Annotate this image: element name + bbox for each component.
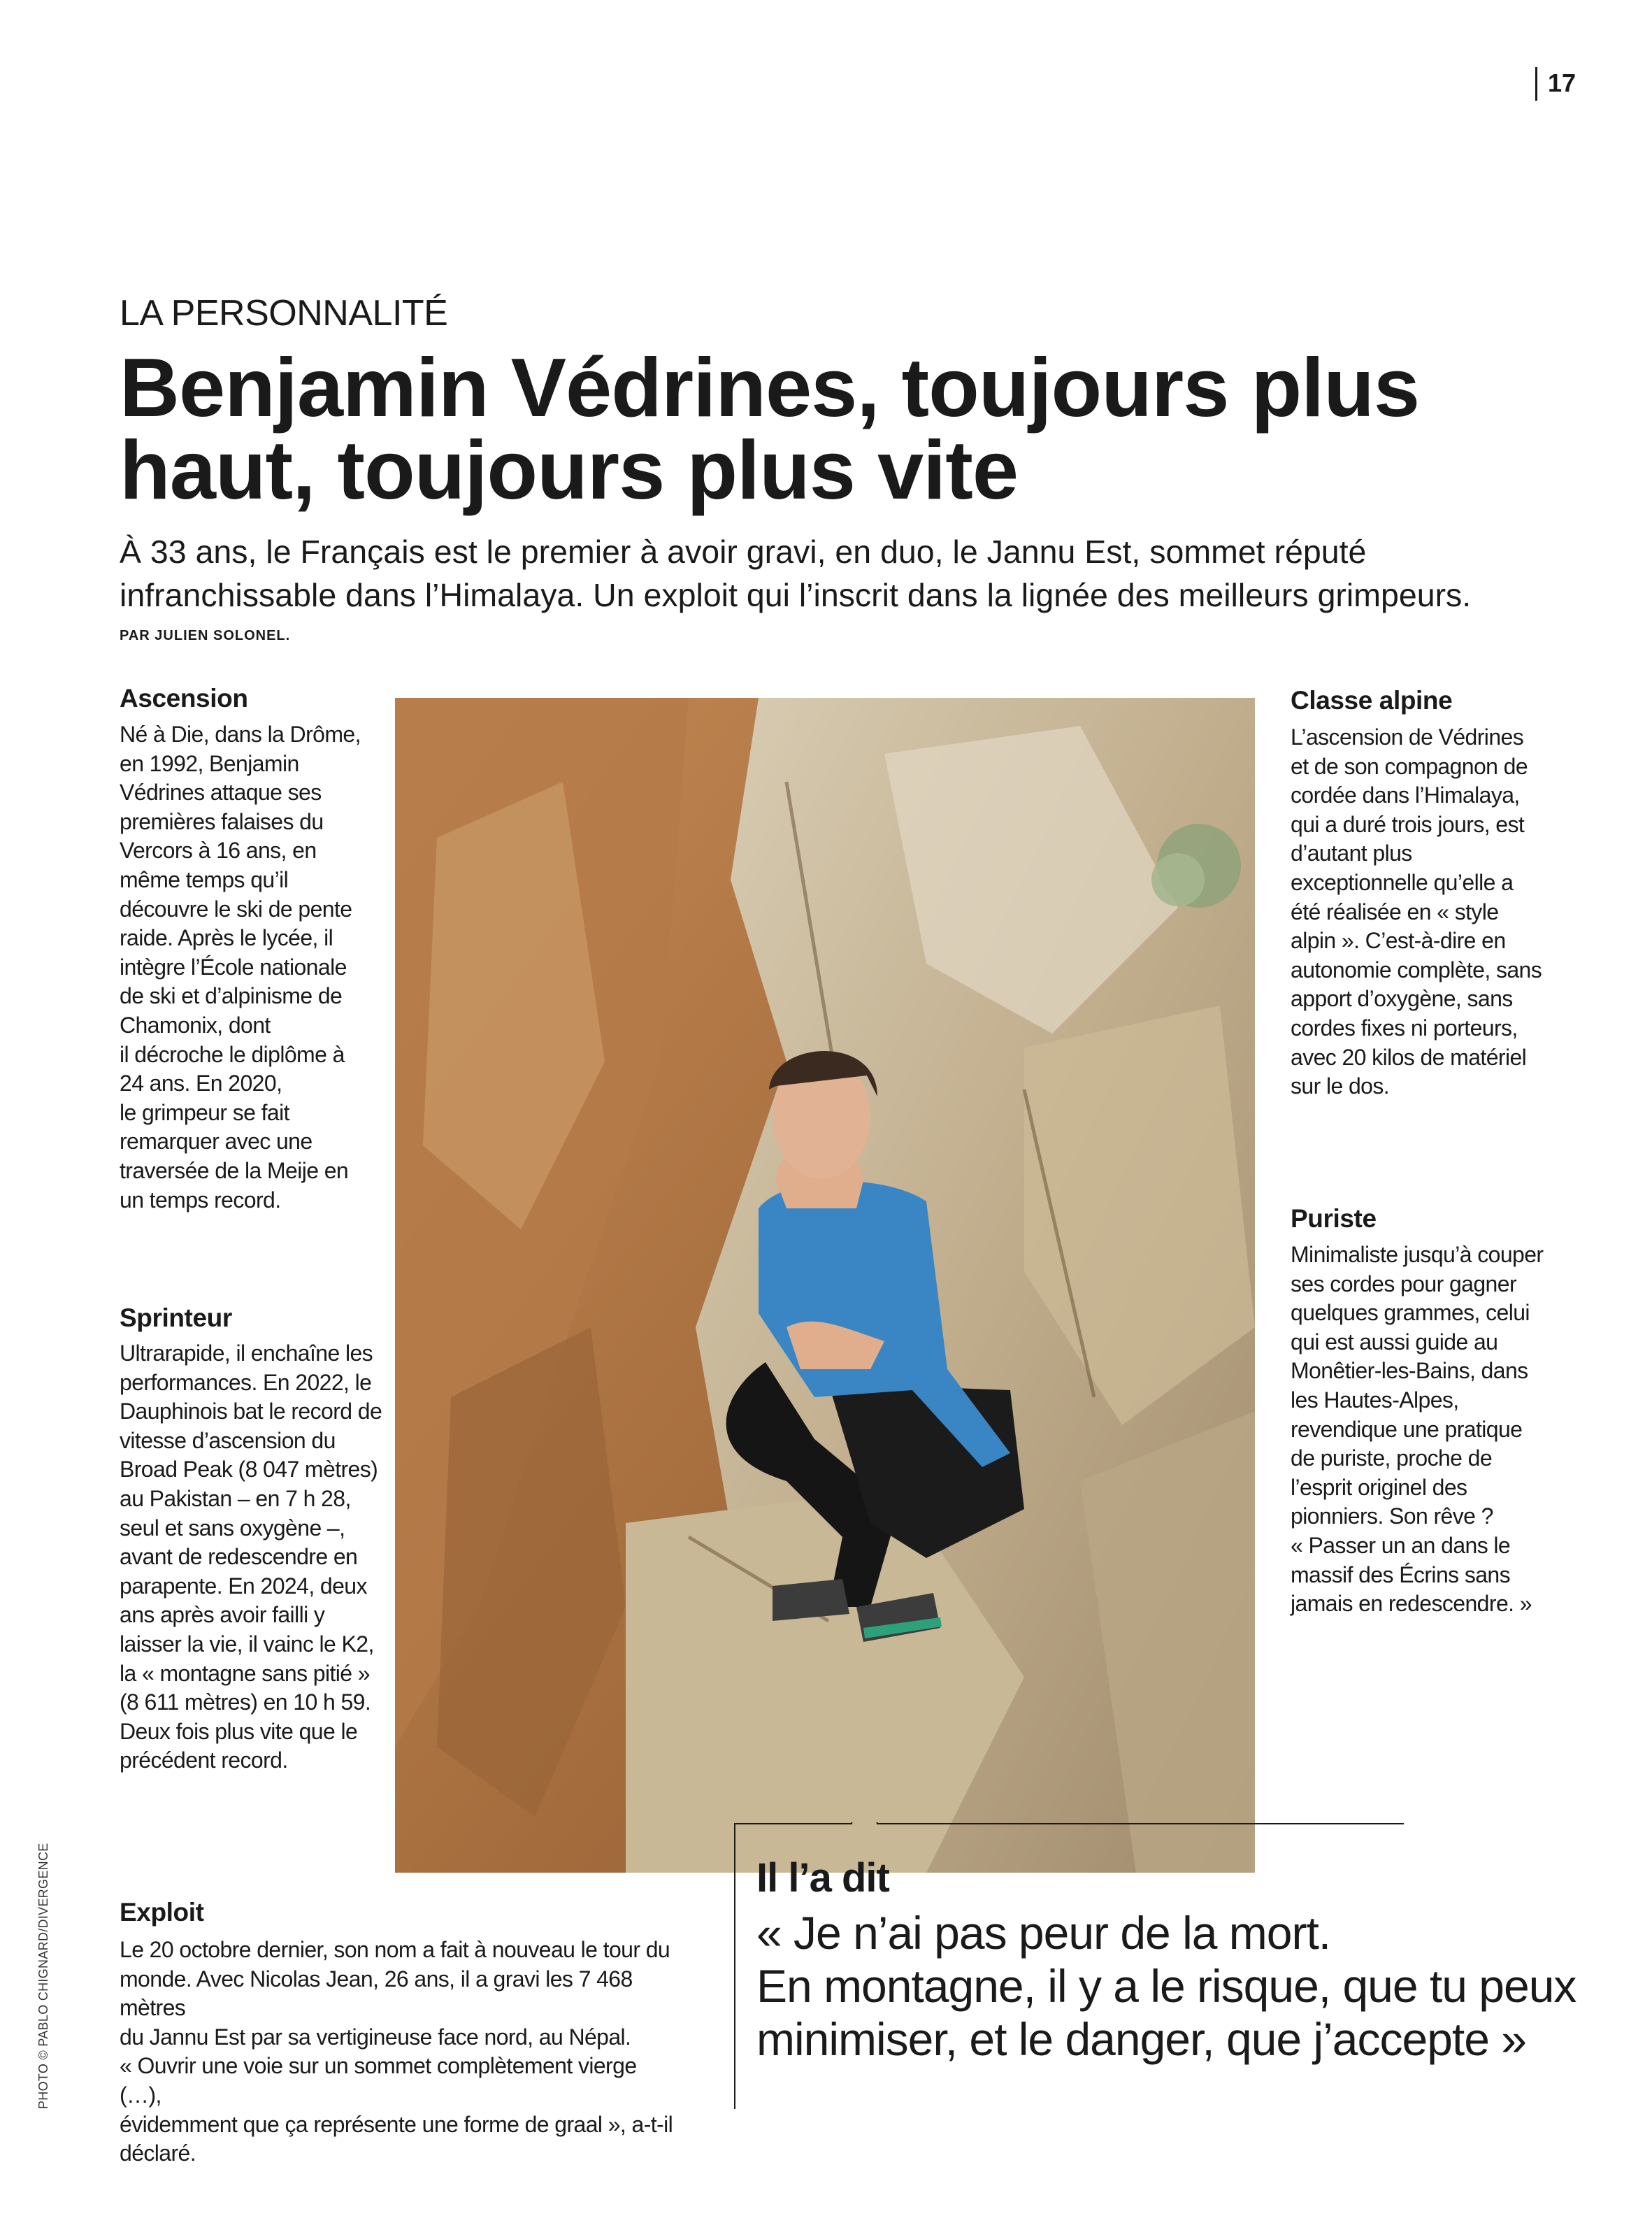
- section-body-ascension: Né à Die, dans la Drôme, en 1992, Benjamin Védrines attaque ses premières falaises du Vercors à 16 ans, en même temps qu’il découvre le ski de pente raide. Après le lycée, il intègre l’École nationale de ski et d’alpinisme de Chamonix, dont il décroche le diplôme à 24 ans. En 2020, le grimpeur se fait remarquer avec une traversée de la Meije en un temps record.: [120, 722, 361, 1213]
- section-body-sprinteur: Ultrarapide, il enchaîne les performances. En 2022, le Dauphinois bat le record de vitesse d’ascension du Broad Peak (8 047 mètres) au Pakistan – en 7 h 28, seul et sans oxygène –, avant de redescendre en parapente. En 2024, deux ans après avoir failli y laisser la vie, il vainc le K2, la « montagne sans pitié » (8 611 mètres) en 10 h 59. Deux fois plus vite que le précédent record.: [120, 1341, 382, 1773]
- section-body-puriste: Minimaliste jusqu’à couper ses cordes pour gagner quelques grammes, celui qui est aussi guide au Monêtier-les-Bains, dans les Hautes-Alpes, revendique une pratique de puriste, proche de l’esprit originel des pionniers. Son rêve ? « Passer un an dans le massif des Écrins sans jamais en redescendre. »: [1291, 1242, 1544, 1617]
- photo-credit: PHOTO © PABLO CHIGNARD/DIVERGENCE: [36, 1843, 50, 2109]
- section-heading-classe-alpine: Classe alpine: [1291, 686, 1453, 715]
- page-number: 17: [1548, 69, 1576, 97]
- page-number-rule: [1535, 67, 1537, 101]
- section-heading-sprinteur: Sprinteur: [120, 1303, 232, 1332]
- climber-portrait-illustration: [395, 698, 1255, 1873]
- section-heading-exploit: Exploit: [120, 1898, 204, 1927]
- quote-text: « Je n’ai pas peur de la mort. En montagne, il y a le risque, que tu peux minimiser, et le danger, que j’accepte »: [756, 1907, 1576, 2065]
- section-body-exploit: Le 20 octobre dernier, son nom a fait à nouveau le tour du monde. Avec Nicolas Jean, 26 ans, il a gravi les 7 468 mètres du Jannu Est par sa vertigineuse face nord, au Népal. « Ouvrir une voie sur un sommet complètement vierge (…), évidemment que ça représente une forme de graal », a-t-il déclaré.: [120, 1937, 673, 2166]
- article-dek: À 33 ans, le Français est le premier à avoir gravi, en duo, le Jannu Est, sommet réputé infranchissable dans l’Himalaya. Un exploit qui l’inscrit dans la lignée des meilleurs grimpeurs.: [120, 534, 1472, 613]
- byline: PAR JULIEN SOLONEL.: [120, 628, 291, 643]
- section-body-classe-alpine: L’ascension de Védrines et de son compagnon de cordée dans l’Himalaya, qui a duré trois jours, est d’autant plus exceptionnelle qu’elle a été réalisée en « style alpin ». C’est-à-dire en autonomie complète, sans apport d’oxygène, sans cordes fixes ni porteurs, avec 20 kilos de matériel sur le dos.: [1291, 724, 1542, 1099]
- section-heading-puriste: Puriste: [1291, 1204, 1377, 1233]
- rubric-label: LA PERSONNALITÉ: [120, 293, 448, 334]
- quote-heading: Il l’a dit: [756, 1855, 889, 1901]
- section-heading-ascension: Ascension: [120, 684, 248, 713]
- article-headline: Benjamin Védrines, toujours plus haut, toujours plus vite: [120, 341, 1420, 517]
- portrait-photo: [395, 698, 1255, 1873]
